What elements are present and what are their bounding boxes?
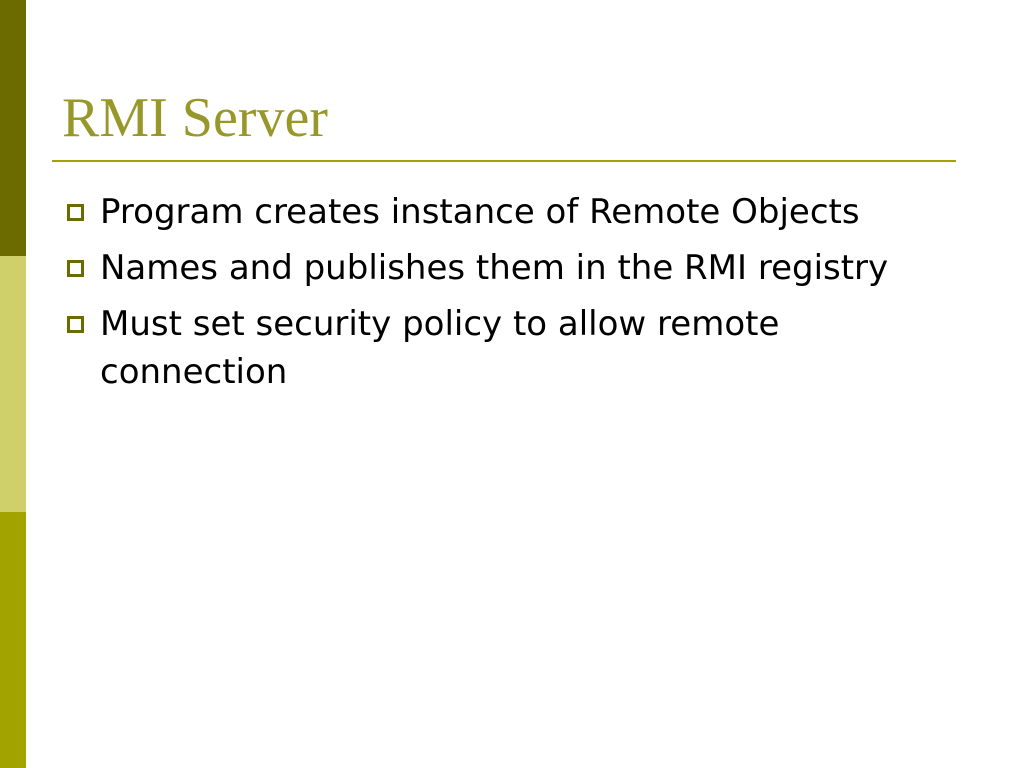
bullet-list <box>62 188 942 404</box>
bullet-text: Names and publishes them in the RMI registry <box>100 248 889 288</box>
hollow-square-bullet-icon <box>67 204 84 221</box>
sidebar-segment-bottom <box>0 512 26 768</box>
title-underline <box>52 160 956 162</box>
hollow-square-bullet-icon <box>67 260 84 277</box>
sidebar-segment-middle <box>0 256 26 512</box>
hollow-square-bullet-icon <box>67 316 84 333</box>
bullet-item <box>62 188 942 236</box>
bullet-text: Program creates instance of Remote Objects <box>100 192 860 232</box>
bullet-item <box>62 244 942 292</box>
bullet-text: Must set security policy to allow remote connection <box>100 304 780 392</box>
slide-title: RMI Server <box>62 87 328 149</box>
bullet-item <box>62 300 942 396</box>
sidebar-segment-top <box>0 0 26 256</box>
